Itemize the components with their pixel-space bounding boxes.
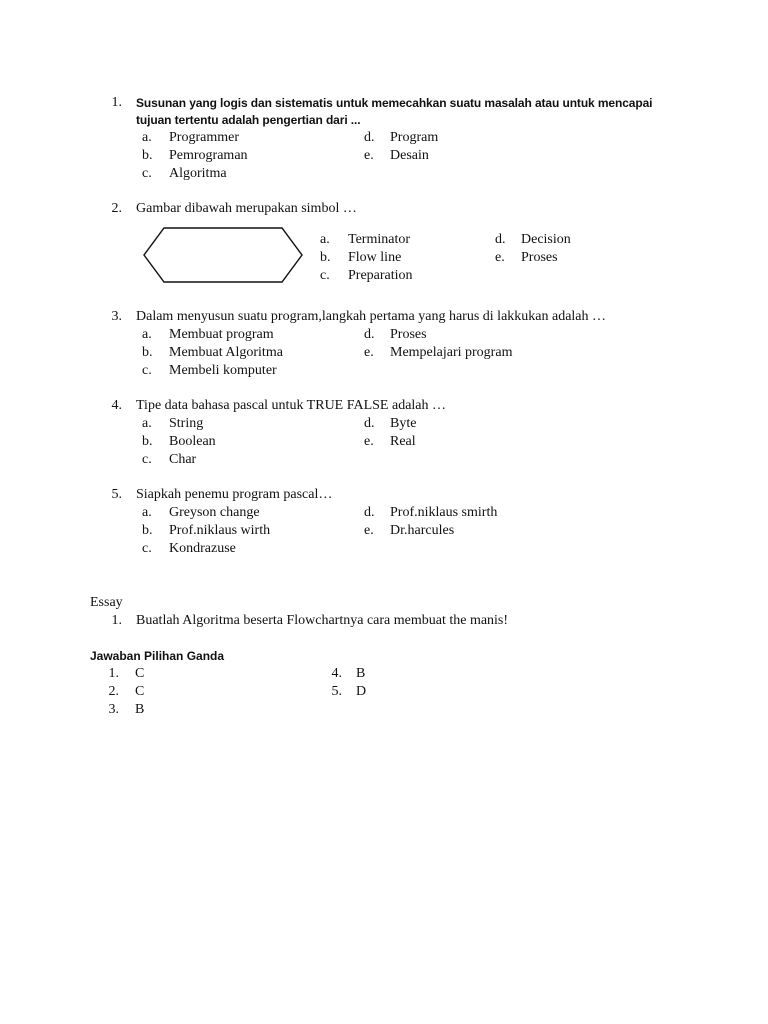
question-2-text: Gambar dibawah merupakan simbol …: [136, 201, 357, 216]
answer-value: C: [135, 666, 145, 681]
answer-value: D: [356, 684, 367, 699]
answer-value: B: [356, 666, 366, 681]
q3-option-d: Proses: [390, 327, 427, 342]
question-2-number: 2.: [111, 201, 122, 216]
q2-option-a: Terminator: [348, 232, 410, 247]
essay-item-text: Buatlah Algoritma beserta Flowchartnya cara membuat the manis!: [136, 613, 509, 628]
q2-option-letter: b.: [320, 250, 331, 265]
question-1-text-line2: tujuan tertentu adalah pengertian dari ...: [136, 113, 361, 127]
q4-option-e: Real: [390, 434, 416, 449]
answer-number: 4.: [331, 666, 342, 681]
answer-value: C: [135, 684, 145, 699]
question-3-number: 3.: [111, 309, 122, 324]
q1-option-letter: a.: [142, 130, 152, 145]
q1-option-b: Pemrograman: [169, 148, 248, 163]
q5-option-letter: b.: [142, 523, 153, 538]
q4-option-letter: a.: [142, 416, 152, 431]
q3-option-letter: e.: [364, 345, 374, 360]
answer-key-heading: Jawaban Pilihan Ganda: [90, 649, 225, 663]
answer-number: 3.: [108, 702, 119, 717]
q3-option-a: Membuat program: [169, 327, 274, 342]
q4-option-a: String: [169, 416, 204, 431]
answer-value: B: [135, 702, 145, 717]
answer-number: 2.: [108, 684, 119, 699]
question-5-text: Siapkah penemu program pascal…: [136, 487, 333, 502]
q1-option-letter: e.: [364, 148, 374, 163]
q4-option-letter: c.: [142, 452, 152, 467]
q5-option-e: Dr.harcules: [390, 523, 455, 538]
q4-option-letter: d.: [364, 416, 375, 431]
question-1-text-line1: Susunan yang logis dan sistematis untuk memecahkan suatu masalah atau untuk mencapai: [136, 96, 653, 110]
q5-option-a: Greyson change: [169, 505, 260, 520]
q3-option-letter: c.: [142, 363, 152, 378]
q5-option-letter: c.: [142, 541, 152, 556]
q4-option-c: Char: [169, 452, 197, 467]
q5-option-letter: d.: [364, 505, 375, 520]
q4-option-letter: b.: [142, 434, 153, 449]
q1-option-e: Desain: [390, 148, 429, 163]
q3-option-letter: d.: [364, 327, 375, 342]
q4-option-d: Byte: [390, 416, 417, 431]
q1-option-d: Program: [390, 130, 439, 145]
question-1-number: 1.: [111, 95, 122, 110]
q1-option-a: Programmer: [169, 130, 239, 145]
question-3-text: Dalam menyusun suatu program,langkah pertama yang harus di lakkukan adalah …: [136, 309, 607, 324]
q2-option-c: Preparation: [348, 268, 413, 283]
q2-option-d: Decision: [521, 232, 571, 247]
q5-option-letter: e.: [364, 523, 374, 538]
question-5-number: 5.: [111, 487, 122, 502]
q3-option-letter: b.: [142, 345, 153, 360]
q3-option-e: Mempelajari program: [390, 345, 513, 360]
q5-option-d: Prof.niklaus smirth: [390, 505, 498, 520]
q5-option-b: Prof.niklaus wirth: [169, 523, 271, 538]
answer-number: 1.: [108, 666, 119, 681]
q2-option-letter: d.: [495, 232, 506, 247]
question-4-number: 4.: [111, 398, 122, 413]
q2-option-e: Proses: [521, 250, 558, 265]
q3-option-c: Membeli komputer: [169, 363, 277, 378]
q2-option-b: Flow line: [348, 250, 402, 265]
q2-option-letter: a.: [320, 232, 330, 247]
q3-option-b: Membuat Algoritma: [169, 345, 283, 360]
q4-option-b: Boolean: [169, 434, 216, 449]
answer-number: 5.: [331, 684, 342, 699]
q2-option-letter: c.: [320, 268, 330, 283]
q2-option-letter: e.: [495, 250, 505, 265]
q3-option-letter: a.: [142, 327, 152, 342]
q5-option-c: Kondrazuse: [169, 541, 236, 556]
q4-option-letter: e.: [364, 434, 374, 449]
q1-option-letter: d.: [364, 130, 375, 145]
essay-heading: Essay: [90, 595, 123, 610]
essay-item-number: 1.: [111, 613, 122, 628]
q5-option-letter: a.: [142, 505, 152, 520]
q1-option-letter: b.: [142, 148, 153, 163]
q1-option-letter: c.: [142, 166, 152, 181]
hexagon-shape-figure: [140, 225, 306, 285]
q1-option-c: Algoritma: [169, 166, 227, 181]
question-4-text: Tipe data bahasa pascal untuk TRUE FALSE adalah …: [136, 398, 447, 413]
